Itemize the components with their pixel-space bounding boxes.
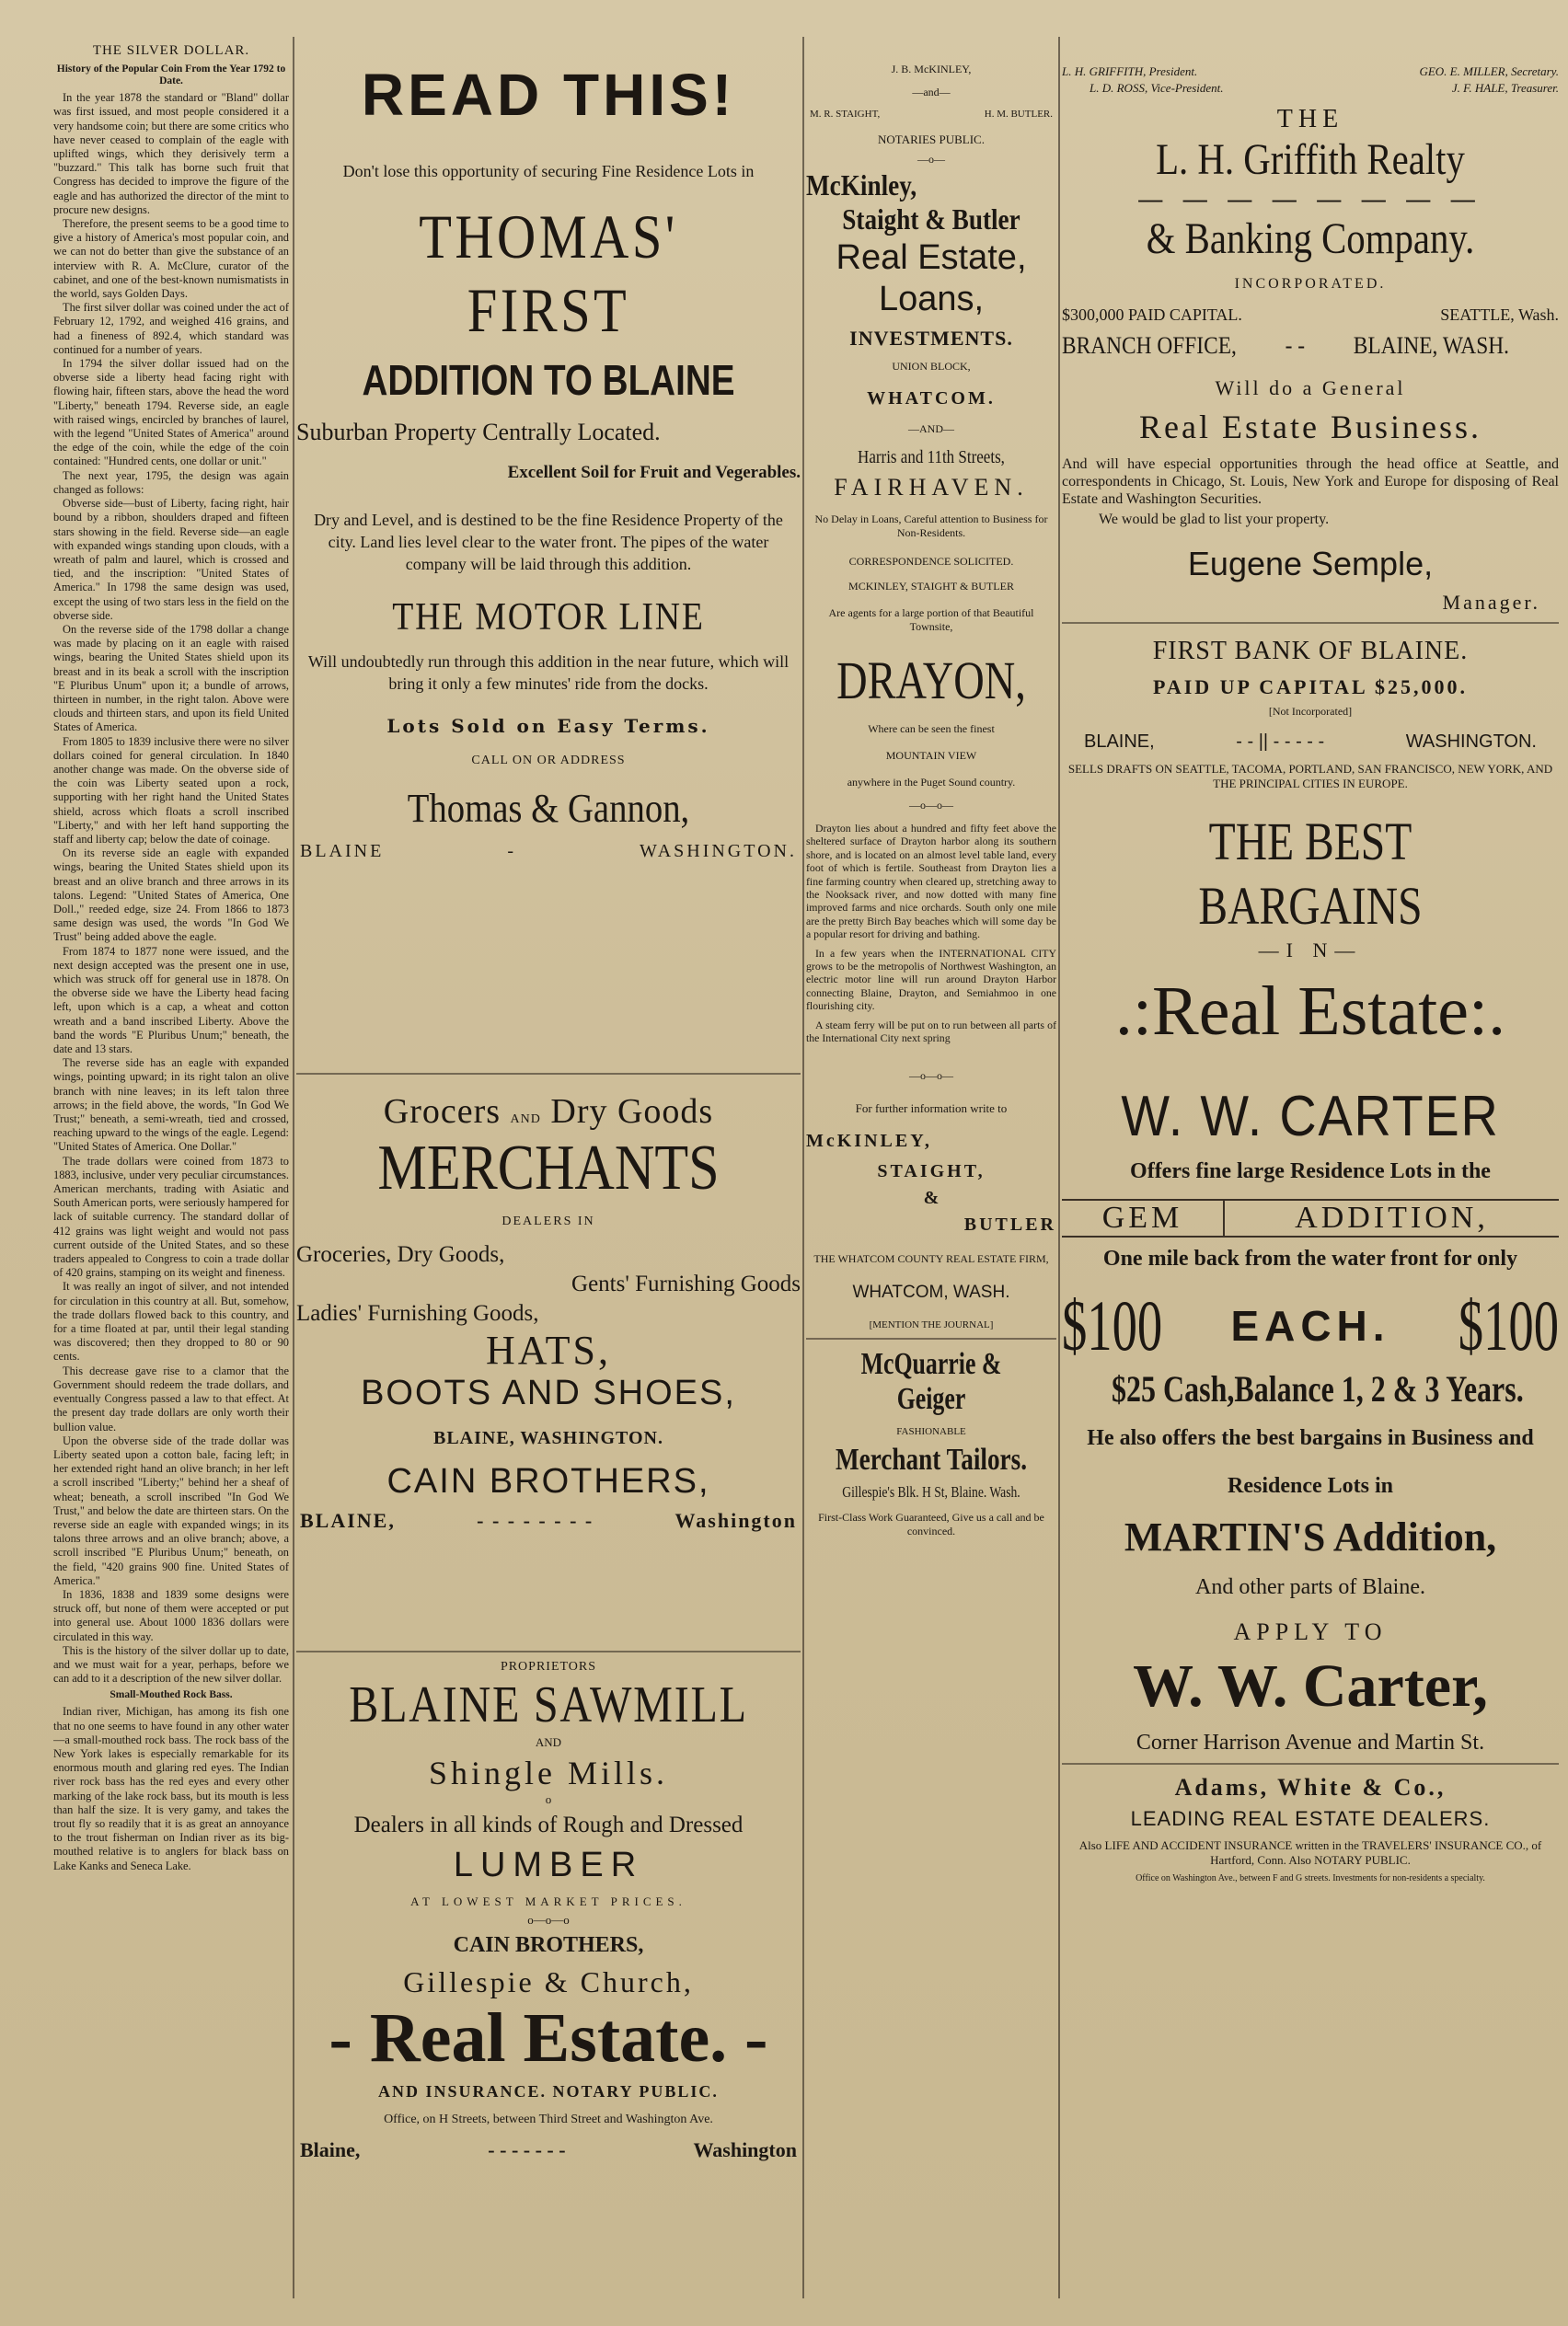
mention-line: [MENTION THE JOURNAL] xyxy=(869,1318,994,1330)
price-right: $100 xyxy=(1458,1285,1559,1365)
seattle: SEATTLE, Wash. xyxy=(1440,305,1559,324)
dash: - xyxy=(507,841,517,861)
sawmill-dashes: - - - - - - - xyxy=(488,2138,566,2161)
drayton-paragraph: In a few years when the INTERNATIONAL CITY grows to be the metropolis of Northwest Washington, an electric motor line will run around Drayton Harbor connecting Blaine, Drayton, and Semiahmoo in one flourishing city. xyxy=(806,946,1056,1013)
office-line: Office, on H Streets, between Third Street and Washington Ave. xyxy=(384,2113,713,2126)
article-paragraph: In 1794 the silver dollar issued had on the obverse side a liberty head facing right with flowing hair, fifteen stars, above the head the word "Liberty," beneath 1794. Reverse side, an eagle with raised wings, encircled by branches of laurel, with the legend "United States of America" around the edge of the coin, while the edge of the coin contained: "Hundred cents, one dollar or unit." xyxy=(53,357,289,468)
silver-dollar-article xyxy=(53,37,289,2298)
firm-line2: Staight & Butler xyxy=(842,202,1020,236)
bass-paragraph: Indian river, Michigan, has among its fish one that no one seems to have found in any other water—a small-mouthed rock bass. The rock bass of the New York lakes is especially remarkable for its enormous mouth and glaring red eyes. The Indian river rock bass has the red eyes and every other marking of the lake rock bass, but its mouth is less than half the size. It is very gamy, and takes the trout fly so readily that it is as great an annoyance to the trout fisherman on Indian river as its big-mouthed relative is to anglers for black bass on Lake Kanks and Seneca Lake. xyxy=(53,1705,289,1872)
best-bargains: THE BEST BARGAINS xyxy=(1198,812,1423,936)
firm-name: Thomas & Gannon, xyxy=(407,786,690,831)
grocers-location: BLAINE, WASHINGTON. xyxy=(433,1428,663,1448)
divider xyxy=(296,1073,801,1075)
firm-small: MCKINLEY, STAIGHT & BUTLER xyxy=(848,580,1014,593)
whatcom-firm: THE WHATCOM COUNTY REAL ESTATE FIRM, xyxy=(813,1251,1049,1265)
adams-title: Adams, White & Co., xyxy=(1174,1774,1447,1801)
treasurer: J. F. HALE, Treasurer. xyxy=(1451,81,1559,95)
terms-line: Lots Sold on Easy Terms. xyxy=(386,715,710,737)
tailors-guarantee: First-Class Work Guaranteed, Give us a call and be convinced. xyxy=(818,1510,1044,1537)
call-line: CALL ON OR ADDRESS xyxy=(471,754,626,767)
staight-name: M. R. STAIGHT, xyxy=(810,109,881,120)
will-do: Will do a General xyxy=(1215,376,1406,399)
tailors-address: Gillespie's Blk. H St, Blaine. Wash. xyxy=(842,1482,1020,1501)
grocers-state: Washington xyxy=(674,1509,797,1532)
bass-title: Small-Mouthed Rock Bass. xyxy=(110,1689,233,1701)
loans: Loans, xyxy=(878,280,985,318)
prices: AT LOWEST MARKET PRICES. xyxy=(410,1894,686,1908)
article-paragraph: Obverse side—bust of Liberty, facing right, hair bound by a ribbon, shoulders draped and fifteen stars showing in the field. Reverse side—an eagle with expanded wings standing upon clouds, with a wreath of palm and laurel, which is crossed and tied, and the inscription: "United States of America." In 1798 the same design was used, except the using of two stars less in the field on the obverse side. xyxy=(53,497,289,622)
branch-dash: - - xyxy=(1285,332,1306,359)
secretary: GEO. E. MILLER, Secretary. xyxy=(1419,64,1559,78)
bank-city: BLAINE, xyxy=(1084,731,1155,752)
griffith-body: And will have especial opportunities through the head office at Seattle, and correspondents in Chicago, St. Louis, New York and Europe for disposing of Real Estate and Washington Securities. xyxy=(1062,456,1559,507)
addition-word: ADDITION, xyxy=(1295,1201,1489,1235)
sawmill-footer xyxy=(296,2138,801,2162)
article-paragraph: The reverse side has an eagle with expanded wings, pointing upward; in its right talon an olive branch with nine leaves; in its left talon three arrows; in the field above, the words, "In God We Trust;" beneath, a semi-wreath, tied and crossed, reaching upward to the wings of the eagle. Legend: "United States of America. One Dollar." xyxy=(53,1056,289,1154)
whatcom: WHATCOM. xyxy=(867,388,996,409)
branch-row xyxy=(1062,332,1509,360)
union-block: UNION BLOCK, xyxy=(892,360,971,373)
divider xyxy=(296,1651,801,1652)
article-paragraph: In the year 1878 the standard or "Bland" dollar was first issued, and most people considered it a very handsome coin; but there are some critics who have never ceased to complain of the eagle with uplifted wings, which they derisively term a "buzzard." This talk has borne such fruit that Congress has decided to improve the figure of the eagle and has authorized the director of the mint to procure new designs. xyxy=(53,91,289,216)
manager-title: Manager. xyxy=(1442,591,1540,614)
tailors-ad xyxy=(806,1347,1056,1538)
ooo-mark: —o—o— xyxy=(909,799,953,812)
officers-row-1 xyxy=(1062,64,1559,79)
sawmill-dealers: Dealers in all kinds of Rough and Dressed xyxy=(353,1813,744,1837)
adams-body: Also LIFE AND ACCIDENT INSURANCE written in the TRAVELERS' INSURANCE CO., of Hartford, Conn. Also NOTARY PUBLIC. xyxy=(1078,1838,1542,1867)
article-title: THE SILVER DOLLAR. xyxy=(92,43,250,58)
thomas-body: Dry and Level, and is destined to be the fine Residence Property of the city. Land lies level clear to the water front. The pipes of the water company will be laid through this addition. xyxy=(314,511,783,573)
article-subtitle: History of the Popular Coin From the Year 1792 to Date. xyxy=(56,63,286,87)
glad-line: We would be glad to list your property. xyxy=(1099,512,1330,527)
bank-title: FIRST BANK OF BLAINE. xyxy=(1152,637,1469,665)
further-line: For further information write to xyxy=(855,1100,1008,1115)
dry-goods-word: Dry Goods xyxy=(550,1092,714,1131)
article-paragraph: This decrease gave rise to a clamor that the Government should redeem the trade dollars, and eventually Congress passed a law to that effect. At the present day trade dollars are only worth their bullion value. xyxy=(53,1364,289,1434)
grocers-dots: - - - - - - - - xyxy=(477,1509,594,1532)
grocers-ad xyxy=(296,1091,801,1643)
branch-city: BLAINE, WASH. xyxy=(1353,332,1509,359)
article-paragraph: Therefore, the present seems to be a good time to give a history of America's most popular coin, and we can not do better than give the substance of an interview with R. A. McClure, curator of the cabinet, and one of the best-known numismatists in the world, says Golden Days. xyxy=(53,217,289,301)
divider xyxy=(1062,1763,1559,1765)
firm-line1: McKinley, xyxy=(806,168,917,202)
sawmill-ad xyxy=(296,1660,801,2162)
carter-real-estate: .:Real Estate:. xyxy=(1114,973,1506,1050)
paid-capital: $300,000 PAID CAPITAL. xyxy=(1062,305,1242,324)
drayton-paragraph: A steam ferry will be put on to run between all parts of the International City next spring xyxy=(806,1018,1056,1045)
column-three xyxy=(806,37,1056,2298)
and-word: AND xyxy=(510,1112,541,1126)
groceries-line: Groceries, Dry Goods, xyxy=(296,1242,505,1267)
article-paragraph: Upon the obverse side of the trade dollar was Liberty seated upon a cotton bale, facing left; in her extended right hand an olive branch; in her left a scroll inscribed "Liberty;" behind her a sheaf of wheat; beneath, a scroll inscribed "In God We Trust," and below the date are thirteen stars. On the reverse side an eagle with expanded wings; in its talons three arrows and an olive branch; above, a scroll inscribed "E Pluribus Unum;" beneath, on the field, "420 grains 900 fine. United States of America." xyxy=(53,1434,289,1587)
sawmill-title: BLAINE SAWMILL xyxy=(349,1676,748,1733)
branch-office: BRANCH OFFICE, xyxy=(1062,332,1237,359)
article-paragraph: The first silver dollar was coined under the act of February 12, 1792, and weighed 416 grains, and had a fineness of 892.4, which standard was continued for a number of years. xyxy=(53,301,289,356)
anywhere-line: anywhere in the Puget Sound country. xyxy=(847,776,1016,789)
price-row xyxy=(1062,1284,1559,1367)
grocers-city: BLAINE, xyxy=(300,1509,396,1532)
dealers-in: DEALERS IN xyxy=(502,1215,595,1228)
article-paragraph: The next year, 1795, the design was again changed as follows: xyxy=(53,468,289,496)
motor-line-body: Will undoubtedly run through this addition in the near future, which will bring it only a few minutes' ride from the docks. xyxy=(307,652,790,693)
article-paragraph: On its reverse side an eagle with expanded wings, bearing the United States shield upon its breast and an olive branch and three arrows in its talons. Legend: "United States of America, One Doll.," reeded edge, size 24. From 1866 to 1873 same design was used, the words "In God We Trust" being added above the eagle. xyxy=(53,846,289,944)
gillespie-church: Gillespie & Church, xyxy=(403,1965,694,1998)
article-paragraph: It was really an ingot of silver, and not intended for circulation in this country at all. But, somehow, the trade dollars flowed back to this country, and for a time floated at par, until their legal standing was discovered; then they dropped to 80 or 90 cents. xyxy=(53,1280,289,1364)
price-left: $100 xyxy=(1062,1285,1163,1365)
thomas-state: WASHINGTON. xyxy=(640,841,797,861)
boots-line: BOOTS AND SHOES, xyxy=(361,1374,736,1412)
thomas-city: BLAINE xyxy=(300,841,385,861)
article-paragraph: From 1874 to 1877 none were issued, and the next design accepted was the present one in use, which was struck off for general use in 1878. On the obverse side we have the Liberty head facing left, upon which is a cap, a wheat and cotton wreath and a band inscribed Liberty. Above the band the words "E Pluribus Unum;" beneath, the date and 13 stars. xyxy=(53,944,289,1056)
carter-ad xyxy=(1062,810,1559,1756)
article-paragraph: On the reverse side of the 1798 dollar a change was made by placing on it an eagle with raised wings, bearing the United States shield upon its breast and in its beak a scroll with the inscription "E Pluribus Unum" upon it; a bundle of arrows, thirteen in number, in the right talon. Above were clouds and thirteen stars, and upon its field United States of America. xyxy=(53,622,289,734)
bank-dashes: - - || - - - - - xyxy=(1236,731,1325,752)
merchants-title: MERCHANTS xyxy=(377,1133,720,1203)
write-mckinley: McKINLEY, xyxy=(806,1130,932,1151)
write-staight: STAIGHT, xyxy=(877,1160,986,1181)
column-rule xyxy=(802,37,804,2298)
ladies-line: Ladies' Furnishing Goods, xyxy=(296,1301,539,1326)
article-paragraph: The trade dollars were coined from 1873 to 1883, inclusive, under very peculiar circumstances. American merchants, trading with Asiatic and South American ports, were seriously hampered for lack of suitable currency. The standard dollar of 412 grains was light weight and would not pass current outside of the United States, and so these traders appealed to Congress to coin a trade dollar of 420 grains, stamping on its weight and fineness. xyxy=(53,1154,289,1280)
oo-mark: —o—o— xyxy=(909,1068,953,1082)
carter-terms: $25 Cash,Balance 1, 2 & 3 Years. xyxy=(1112,1368,1524,1410)
divider xyxy=(1062,622,1559,624)
thomas-title: THOMAS' FIRST xyxy=(419,202,678,345)
sawmill-city: Blaine, xyxy=(300,2138,361,2161)
column-rule xyxy=(1058,37,1060,2298)
o-mark: o xyxy=(545,1792,552,1806)
drafts-line: SELLS DRAFTS ON SEATTLE, TACOMA, PORTLAND, SAN FRANCISCO, NEW YORK, AND THE PRINCIPAL CITIES IN EUROPE. xyxy=(1067,762,1553,790)
griffith-title2: & Banking Company. xyxy=(1146,214,1475,263)
manager-name: Eugene Semple, xyxy=(1187,545,1434,582)
adams-office: Office on Washington Ave., between F and G streets. Investments for non-residents a specialty. xyxy=(1136,1873,1485,1883)
cain-brothers: CAIN BROTHERS, xyxy=(386,1462,710,1501)
incorporated: INCORPORATED. xyxy=(1234,276,1387,292)
president: L. H. GRIFFITH, President. xyxy=(1062,64,1198,78)
thomas-addition: ADDITION TO BLAINE xyxy=(362,356,735,404)
notaries: NOTARIES PUBLIC. xyxy=(878,132,985,146)
martins-addition: MARTIN'S Addition, xyxy=(1124,1514,1497,1560)
adams-ad xyxy=(1062,1774,1559,1883)
harris-streets: Harris and 11th Streets, xyxy=(858,447,1005,467)
griffith-title1: L. H. Griffith Realty xyxy=(1156,135,1465,184)
vice-president: L. D. ROSS, Vice-President. xyxy=(1090,81,1224,95)
adams-sub: LEADING REAL ESTATE DEALERS. xyxy=(1130,1807,1491,1830)
drayton-paragraph: Drayton lies about a hundred and fifty feet above the sheltered surface of Drayton harbor along its southern shore, and is located on an almost level table land, every foot of which is fertile. Southeast from Drayton lies a fine farming country when cleared up, stretching away to the Nooksack river, and now dotted with many fine improved farms and nice orchards. South only one mile are the pretty Birch Bay beaches which will some day be a popular resort for driving and bathing. xyxy=(806,822,1056,941)
capital-row xyxy=(1062,305,1559,325)
column-rule xyxy=(293,37,294,2298)
the-word: THE xyxy=(1276,105,1344,133)
read-this-headline: READ THIS! xyxy=(361,62,736,128)
ooo-mark: o—o—o xyxy=(527,1913,570,1927)
and-line-2: —AND— xyxy=(908,422,954,435)
mckinley-name: J. B. McKINLEY, xyxy=(891,63,972,75)
write-butler: BUTLER xyxy=(963,1214,1056,1235)
article-body xyxy=(53,91,289,1686)
real-estate: Real Estate, xyxy=(836,238,1027,277)
fashionable: FASHIONABLE xyxy=(896,1425,966,1437)
article-paragraph: In 1836, 1838 and 1839 some designs were struck off, but none of them were accepted or put into general use. About 1000 1836 dollars were circulated in this way. xyxy=(53,1587,289,1643)
gem-word: GEM xyxy=(1062,1201,1225,1236)
shingle-mills: Shingle Mills. xyxy=(428,1755,669,1791)
grocers-title xyxy=(296,1091,801,1132)
sawmill-cain: CAIN BROTHERS, xyxy=(453,1933,644,1957)
thomas-intro: Don't lose this opportunity of securing Fine Residence Lots in xyxy=(342,162,755,180)
business-title: Real Estate Business. xyxy=(1139,409,1482,445)
not-incorporated: [Not Incorporated] xyxy=(1268,705,1353,718)
column-two xyxy=(296,37,801,2298)
sawmill-state: Washington xyxy=(693,2138,797,2161)
griffith-ad xyxy=(1062,64,1559,615)
motor-line-title: THE MOTOR LINE xyxy=(392,596,705,639)
grocers-word: Grocers xyxy=(383,1092,502,1131)
butler-name: H. M. BUTLER. xyxy=(984,109,1053,120)
mountain-view: MOUNTAIN VIEW xyxy=(885,749,977,762)
correspondence: CORRESPONDENCE SOLICITED. xyxy=(848,555,1014,568)
agents-line: Are agents for a large portion of that Beautiful Townsite, xyxy=(828,606,1034,633)
offers-line: Offers fine large Residence Lots in the xyxy=(1130,1159,1491,1183)
bank-state: WASHINGTON. xyxy=(1405,731,1537,752)
hats-line: HATS, xyxy=(485,1328,612,1373)
grocers-footer xyxy=(296,1509,801,1533)
other-parts: And other parts of Blaine. xyxy=(1195,1575,1425,1599)
tailors-title: Merchant Tailors. xyxy=(835,1442,1028,1477)
insurance-line: AND INSURANCE. NOTARY PUBLIC. xyxy=(378,2082,719,2101)
gem-addition-box xyxy=(1062,1199,1559,1238)
bank-ad xyxy=(1062,637,1559,791)
article-paragraph: This is the history of the silver dollar up to date, and we must wait for a year, perhaps, before we can add to it a description of the new silver dollar. xyxy=(53,1643,289,1686)
carter-signature: W. W. Carter, xyxy=(1133,1652,1488,1720)
partner-names xyxy=(806,109,1056,120)
divider xyxy=(806,1338,1056,1340)
gents-line: Gents' Furnishing Goods xyxy=(571,1272,801,1296)
officers-row-2 xyxy=(1062,81,1559,96)
apply-to: APPLY TO xyxy=(1233,1618,1388,1645)
thomas-ad xyxy=(296,63,801,1065)
whatcom-wash: WHATCOM, WASH. xyxy=(852,1282,1010,1302)
and-line: AND xyxy=(535,1735,562,1749)
proprietors: PROPRIETORS xyxy=(500,1660,597,1674)
column-four xyxy=(1062,37,1559,2298)
seen-line: Where can be seen the finest xyxy=(868,722,995,735)
delay-line: No Delay in Loans, Careful attention to Business for Non-Residents. xyxy=(814,512,1048,539)
also-offers: He also offers the best bargains in Business and Residence Lots in xyxy=(1087,1426,1534,1498)
write-and: & xyxy=(923,1187,940,1208)
lumber: LUMBER xyxy=(453,1846,644,1884)
carter-name: W. W. CARTER xyxy=(1121,1085,1500,1148)
each-word: EACH. xyxy=(1230,1302,1390,1350)
article-paragraph: From 1805 to 1839 inclusive there were no silver dollars coined for general circulation. In 1840 another change was made. On the obverse side of the coin was Liberty seated upon a rock, supporting with her right hand the United States shield, across which floats a scroll inscribed "Liberty," and with her left hand supporting the staff and liberty cap; below the date of coinage. xyxy=(53,734,289,846)
carter-corner: Corner Harrison Avenue and Martin St. xyxy=(1136,1731,1485,1755)
thomas-line2: Excellent Soil for Fruit and Vegerables. xyxy=(507,463,801,482)
o-mark: —o— xyxy=(917,153,945,166)
bank-location xyxy=(1062,731,1559,753)
investments: INVESTMENTS. xyxy=(849,327,1013,350)
thomas-line1: Suburban Property Centrally Located. xyxy=(296,419,661,445)
in-line: —I N— xyxy=(1258,938,1363,961)
mckinley-ad xyxy=(806,63,1056,1330)
tailors-names: McQuarrie & Geiger xyxy=(860,1346,1002,1416)
fairhaven: FAIRHAVEN. xyxy=(834,474,1029,501)
gillespie-real-estate: - Real Estate. - xyxy=(329,1999,768,2077)
drayon-title: DRAYON, xyxy=(836,651,1026,710)
and-line: —and— xyxy=(912,86,951,98)
bank-capital: PAID UP CAPITAL $25,000. xyxy=(1153,675,1468,698)
thomas-address xyxy=(296,841,801,862)
mile-line: One mile back from the water front for only xyxy=(1102,1247,1518,1271)
griffith-dashes: — — — — — — — — xyxy=(1138,186,1482,213)
